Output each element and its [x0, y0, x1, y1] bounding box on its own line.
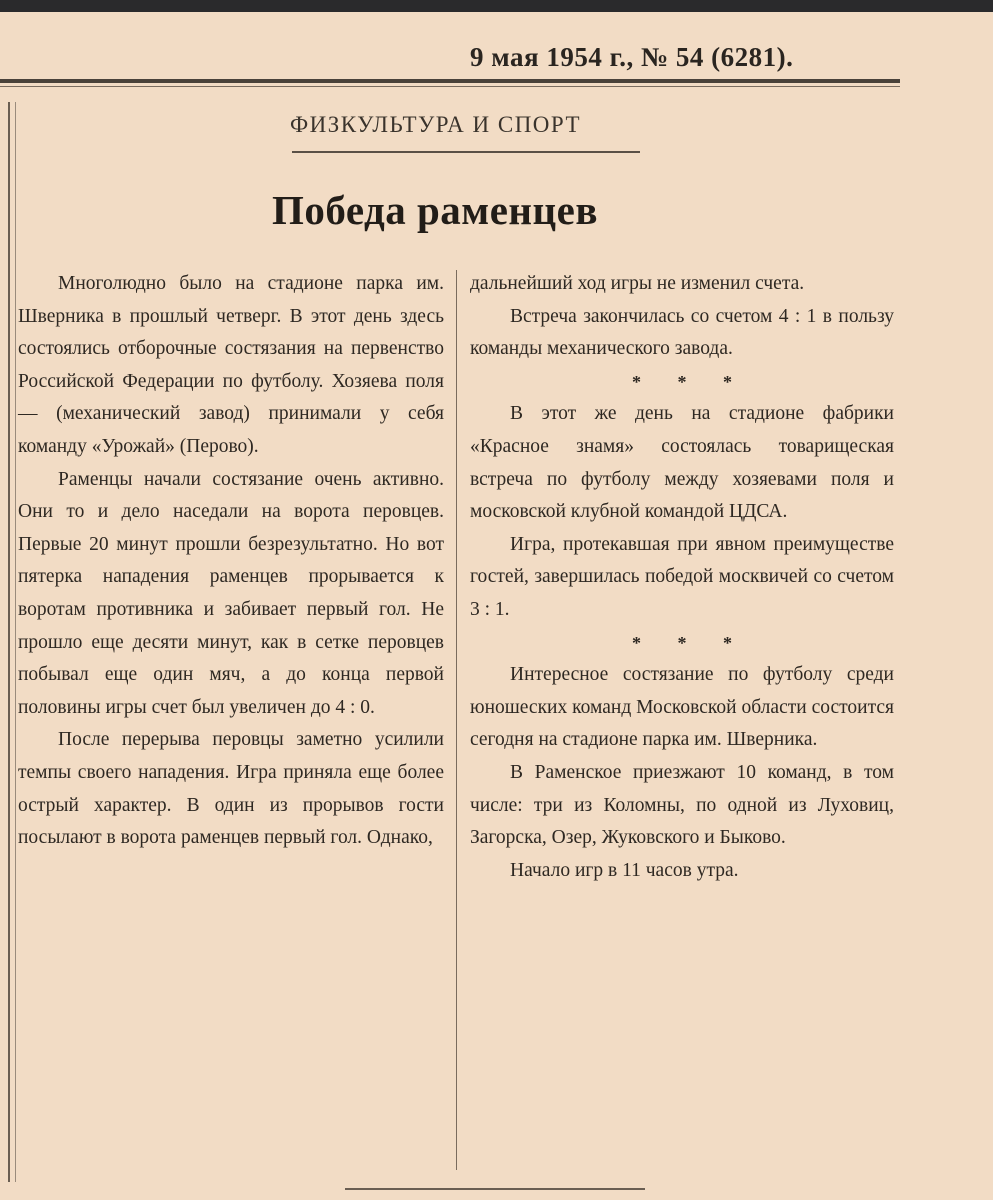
top-rule-thin — [0, 86, 900, 87]
article-headline: Победа раменцев — [272, 187, 599, 233]
left-border — [8, 102, 10, 1182]
newspaper-page — [0, 12, 993, 1200]
separator-stars: * * * — [632, 632, 748, 653]
paragraph: Встреча закончилась со счетом 4 : 1 в пользу команды механического завода. — [470, 305, 894, 360]
top-rule — [0, 79, 900, 83]
bottom-rule — [345, 1188, 645, 1190]
article-column-right — [470, 268, 894, 887]
paragraph: Интересное состязание по футболу среди юношеских команд Московской области состоится сегодня на стадионе парка им. Шверника. — [470, 664, 894, 751]
paragraph: Раменцы начали состязание очень активно. Они то и дело наседали на ворота перовцев. Первые 20 минут прошли безрезультатно. Но вот пятерка нападения раменцев прорывается к воротам противника и забивает первый гол. Не прошло еще десяти минут, как в сетке перовцев побывал еще один мяч, а до конца первой половины игры счет был увеличен до 4 : 0. — [18, 468, 444, 718]
paragraph: дальнейший ход игры не изменил счета. — [470, 273, 805, 294]
separator-stars: * * * — [632, 371, 748, 392]
paragraph: Начало игр в 11 часов утра. — [510, 859, 739, 881]
article-column-left — [18, 268, 444, 855]
paragraph: После перерыва перовцы заметно усилили темпы своего нападения. Игра приняла еще более острый характер. В один из прорывов гости посылают в ворота раменцев первый гол. Однако, — [18, 729, 444, 849]
issue-date-header: 9 мая 1954 г., № 54 (6281). — [470, 42, 794, 72]
paragraph: В Раменское приезжают 10 команд, в том числе: три из Коломны, по одной из Луховиц, Загорска, Озер, Жуковского и Быково. — [470, 761, 894, 849]
section-title: ФИЗКУЛЬТУРА И СПОРТ — [290, 112, 582, 137]
paragraph: Игра, протекавшая при явном преимуществе гостей, завершилась победой москвичей со счетом 3 : 1. — [470, 533, 894, 620]
left-border-inner — [15, 102, 16, 1182]
paragraph: Многолюдно было на стадионе парка им. Шверника в прошлый четверг. В этот день здесь состоялись отборочные состязания на первенство Российской Федерации по футболу. Хозяева поля — (механический завод) принимали у себя команду «Урожай» (Перово). — [18, 273, 444, 457]
paragraph: В этот же день на стадионе фабрики «Красное знамя» состоялась товарищеская встреча по футболу между хозяевами поля и московской клубной командой ЦДСА. — [470, 403, 894, 523]
section-rule — [292, 151, 640, 153]
column-divider — [456, 270, 457, 1170]
